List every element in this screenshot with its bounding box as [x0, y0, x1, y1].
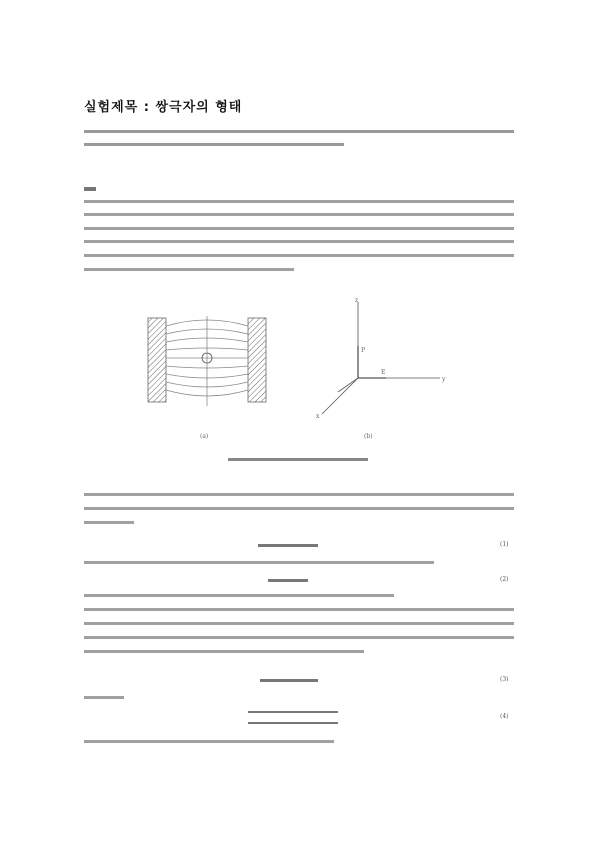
equation-number: (3)	[500, 676, 509, 683]
axis-z-label: z	[355, 297, 359, 304]
right-plate	[248, 318, 266, 402]
vector-p-label: P	[361, 347, 366, 354]
text-line	[84, 696, 124, 699]
document-title: 실험제목 : 쌍극자의 형태	[84, 100, 243, 115]
figure-caption	[228, 458, 368, 461]
equation-number: (2)	[500, 576, 509, 583]
section-heading	[84, 187, 96, 191]
left-plate	[148, 318, 166, 402]
text-line	[84, 740, 334, 743]
equation-number: (1)	[500, 541, 509, 548]
dipole-figure-svg	[140, 296, 460, 446]
axes-diagram	[322, 302, 440, 414]
axis-y-label: y	[442, 376, 446, 383]
figure-label-a: (a)	[200, 433, 209, 440]
text-line	[84, 561, 434, 564]
axis-x-label: x	[316, 413, 320, 420]
vector-e-label: E	[381, 369, 386, 376]
dipole-figure	[140, 296, 460, 446]
figure-label-b: (b)	[364, 433, 373, 440]
equation-number: (4)	[500, 713, 509, 720]
